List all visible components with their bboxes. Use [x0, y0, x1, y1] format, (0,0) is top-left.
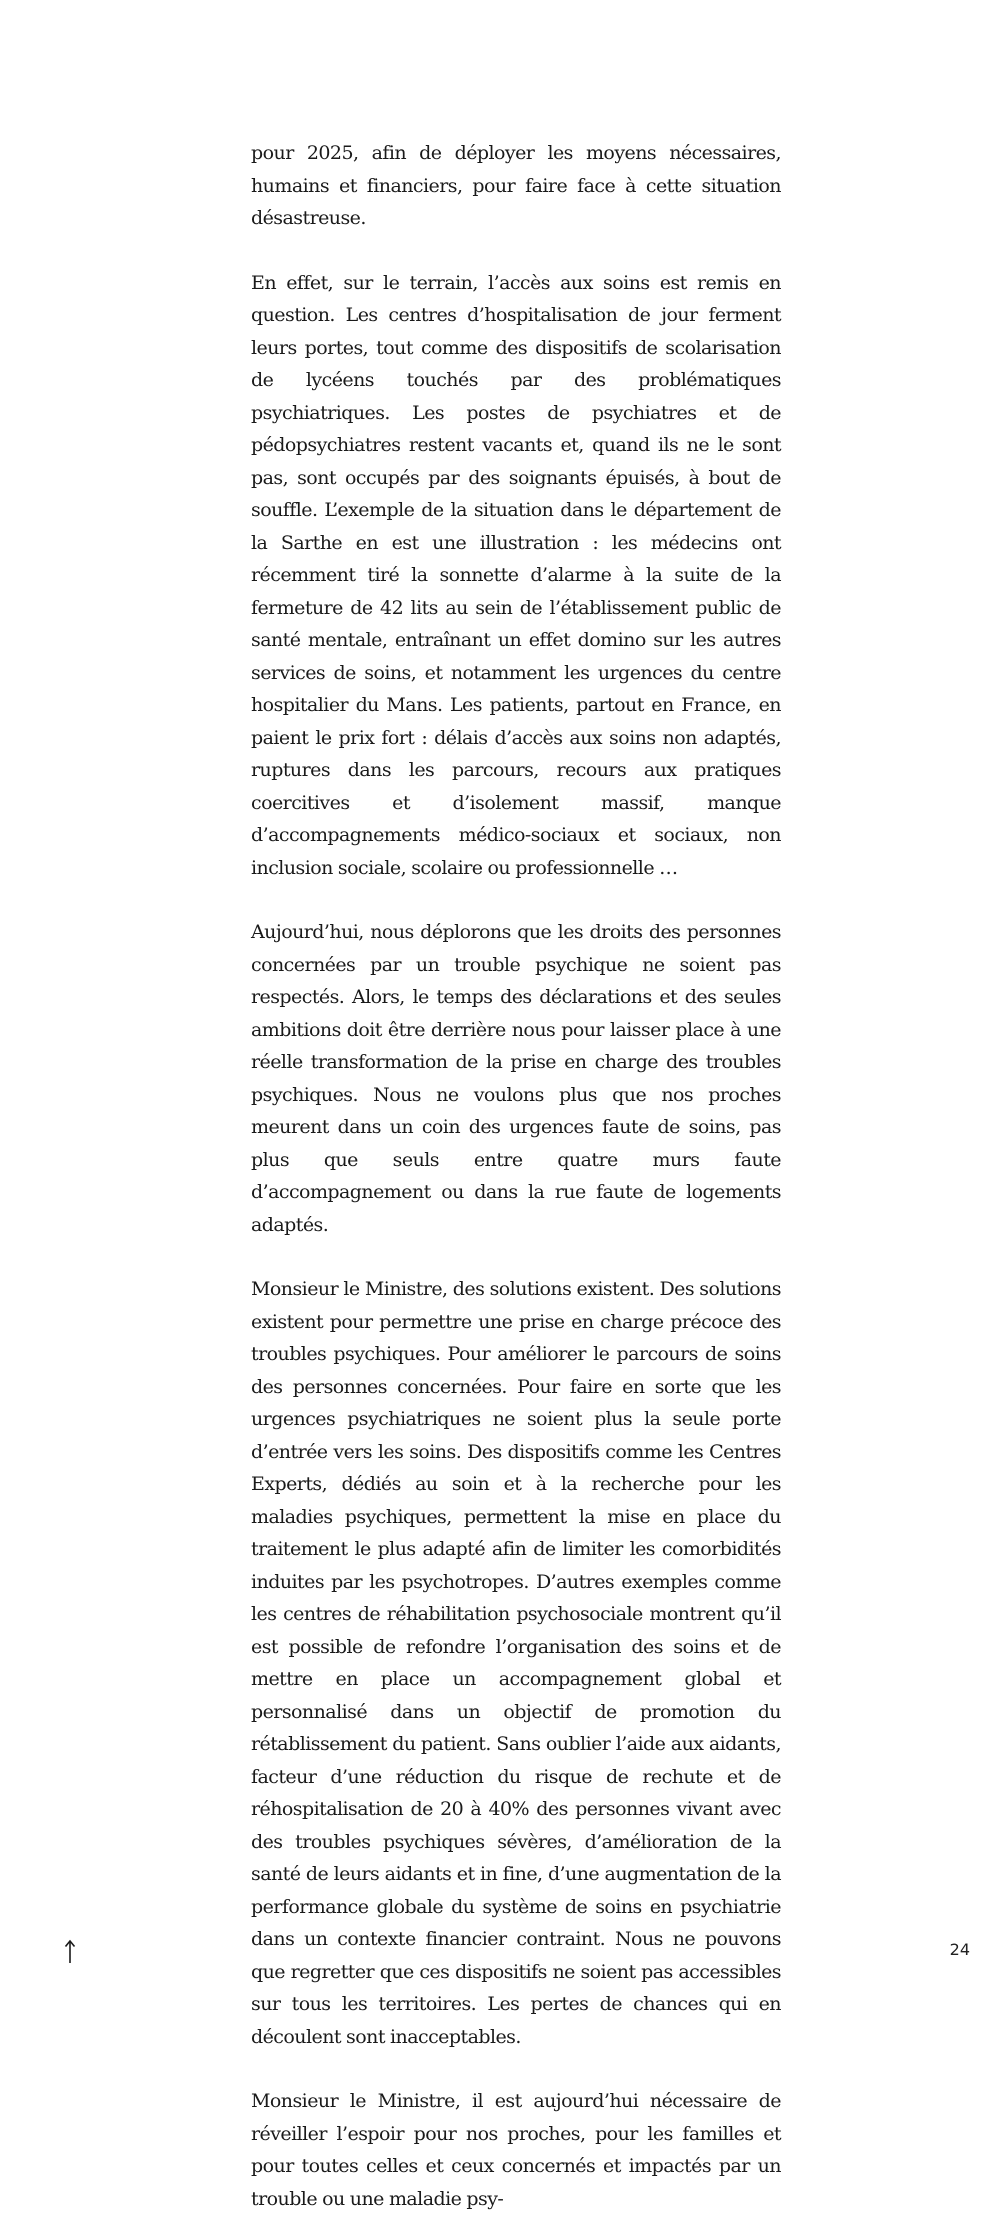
paragraph: Monsieur le Ministre, des solutions existent. Des solutions existent pour permettre une prise en charge précoce des troubles psychiques. Pour améliorer le parcours de soins des personnes concernées. Pour faire en sorte que les urgences psychiatriques ne soient plus la seule porte d’entrée vers les soins. Des dispositifs comme les Centres Experts, dédiés au soin et à la recherche pour les maladies psychiques, permettent la mise en place du traitement le plus adapté afin de limiter les comorbidités induites par les psychotropes. D’autres exemples comme les centres de réhabilitation psychosociale montrent qu’il est possible de refondre l’organisation des soins et de mettre en place un accompagnement global et personnalisé dans un objectif de promotion du rétablissement du patient. Sans oublier l’aide aux aidants, facteur d’une réduction du risque de rechute et de réhospitalisation de 20 à 40% des personnes vivant avec des troubles psychiques sévères, d’amélioration de la santé de leurs aidants et in fine, d’une augmentation de la performance globale du système de soins en psychiatrie dans un contexte financier contraint. Nous ne pouvons que regretter que ces dispositifs ne soient pas accessibles sur tous les territoires. Les pertes de chances qui en découlent sont inacceptables.: [251, 1278, 781, 2048]
paragraph: pour 2025, afin de déployer les moyens nécessaires, humains et financiers, pour faire face à cette situation désastreuse.: [251, 142, 781, 229]
paragraph: Aujourd’hui, nous déplorons que les droits des personnes concernées par un trouble psychique ne soient pas respectés. Alors, le temps des déclarations et des seules ambitions doit être derrière nous pour laisser place à une réelle transformation de la prise en charge des troubles psychiques. Nous ne voulons plus que nos proches meurent dans un coin des urgences faute de soins, pas plus que seuls entre quatre murs faute d’accompagnement ou dans la rue faute de logements adaptés.: [251, 921, 781, 1236]
paragraph: En effet, sur le terrain, l’accès aux soins est remis en question. Les centres d’hospitalisation de jour ferment leurs portes, tout comme des dispositifs de scolarisation de lycéens touchés par des problématiques psychiatriques. Les postes de psychiatres et de pédopsychiatres restent vacants et, quand ils ne le sont pas, sont occupés par des soignants épuisés, à bout de souffle. L’exemple de la situation dans le département de la Sarthe en est une illustration : les médecins ont récemment tiré la sonnette d’alarme à la suite de la fermeture de 42 lits au sein de l’établissement public de santé mentale, entraînant un effet domino sur les autres services de soins, et notamment les urgences du centre hospitalier du Mans. Les patients, partout en France, en paient le prix fort : délais d’accès aux soins non adaptés, ruptures dans les parcours, recours aux pratiques coercitives et d’isolement massif, manque d’accompagnements médico-sociaux et sociaux, non inclusion sociale, scolaire ou professionnelle …: [251, 271, 781, 879]
paragraph: Monsieur le Ministre, il est aujourd’hui nécessaire de réveiller l’espoir pour nos proches, pour les familles et pour toutes celles et ceux concernés et impactés par un trouble ou une maladie psy-: [251, 2090, 781, 2210]
arrow-up-icon[interactable]: [60, 1937, 80, 1967]
page-number: 24: [949, 1940, 970, 1959]
body-text: [251, 137, 781, 2215]
